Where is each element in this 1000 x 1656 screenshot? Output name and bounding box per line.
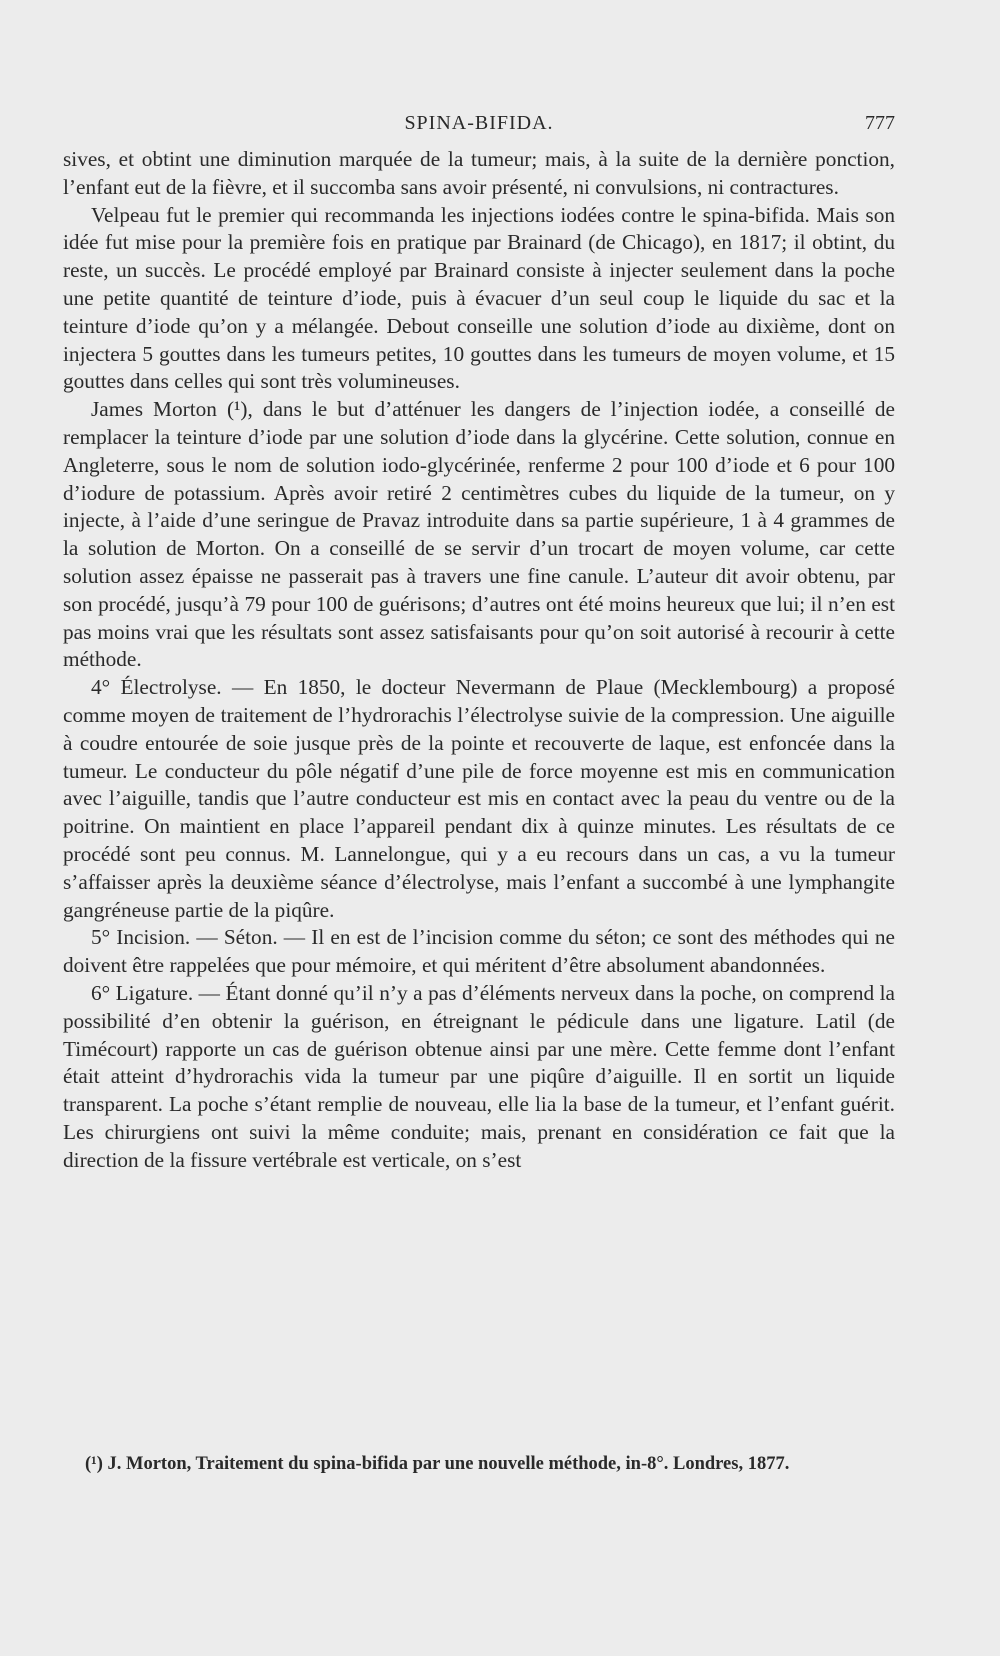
paragraph-electrolyse: 4° Électrolyse. — En 1850, le docteur Nevermann de Plaue (Mecklembourg) a proposé comme moyen de traitement de l’hydrorachis l’électrolyse suivie de la compression. Une aiguille à coudre entourée de soie jusque près de la pointe et recouverte de laque, est enfoncée dans la tumeur. Le conducteur du pôle négatif d’une pile de force moyenne est mis en communication avec l’aiguille, tandis que l’autre conducteur est mis en contact avec la peau du ventre ou de la poitrine. On maintient en place l’appareil pendant dix à quinze minutes. Les résultats de ce procédé sont peu connus. M. Lannelongue, qui y a eu recours dans un cas, a vu la tumeur s’affaisser après la deuxième séance d’électrolyse, mais l’enfant a succombé à une lymphangite gangréneuse partie de la piqûre.: [63, 675, 895, 922]
paragraph-incision-seton: 5° Incision. — Séton. — Il en est de l’incision comme du séton; ce sont des méthodes qui ne doivent être rappelées que pour mémoire, et qui méritent d’être absolument abandonnées.: [63, 925, 895, 978]
running-title: SPINA-BIFIDA.: [404, 112, 554, 134]
body-text: [63, 146, 895, 1174]
paragraph-morton: James Morton (¹), dans le but d’atténuer les dangers de l’injection iodée, a conseillé de remplacer la teinture d’iode par une solution d’iode dans la glycérine. Cette solution, connue en Angleterre, sous le nom de solution iodo-glycérinée, renferme 2 pour 100 d’iode et 6 pour 100 d’iodure de potassium. Après avoir retiré 2 centimètres cubes du liquide de la tumeur, on y injecte, à l’aide d’une seringue de Pravaz introduite dans sa partie supérieure, 1 à 4 grammes de la solution de Morton. On a conseillé de se servir d’un trocart de moyen volume, car cette solution assez épaisse ne passerait pas à travers une fine canule. L’auteur dit avoir obtenu, par son procédé, jusqu’à 79 pour 100 de guérisons; d’autres ont été moins heureux que lui; il n’en est pas moins vrai que les résultats sont assez satisfaisants pour qu’on soit autorisé à recourir à cette méthode.: [63, 397, 895, 672]
footnote: (¹) J. Morton, Traitement du spina-bifida par une nouvelle méthode, in-8°. Londres, 1877.: [85, 1454, 790, 1474]
paragraph-ligature: 6° Ligature. — Étant donné qu’il n’y a pas d’éléments nerveux dans la poche, on comprend la possibilité d’en obtenir la guérison, en étreignant le pédicule dans une ligature. Latil (de Timécourt) rapporte un cas de guérison obtenue ainsi par une mère. Cette femme dont l’enfant était atteint d’hydrorachis vida la tumeur par une piqûre d’aiguille. Il en sortit un liquide transparent. La poche s’étant remplie de nouveau, elle lia la base de la tumeur, et l’enfant guérit. Les chirurgiens ont suivi la même conduite; mais, prenant en considération ce fait que la direction de la fissure vertébrale est verticale, on s’est: [63, 980, 895, 1172]
running-header: [63, 112, 895, 140]
paragraph-continuation: sives, et obtint une diminution marquée de la tumeur; mais, à la suite de la dernière ponction, l’enfant eut de la fièvre, et il succomba sans avoir présenté, ni convulsions, ni contractures.: [63, 147, 895, 199]
paragraph-velpeau: Velpeau fut le premier qui recommanda les injections iodées contre le spina-bifida. Mais son idée fut mise pour la première fois en pratique par Brainard (de Chicago), en 1817; il obtint, du reste, un succès. Le procédé employé par Brainard consiste à injecter seulement dans la poche une petite quantité de teinture d’iode, puis à évacuer d’un seul coup le liquide du sac et la teinture d’iode qu’on y a mélangée. Debout conseille une solution d’iode au dixième, dont on injectera 5 gouttes dans les tumeurs petites, 10 gouttes dans les tumeurs de moyen volume, et 15 gouttes dans celles qui sont très volumineuses.: [63, 202, 895, 394]
page-number: 777: [865, 112, 895, 134]
